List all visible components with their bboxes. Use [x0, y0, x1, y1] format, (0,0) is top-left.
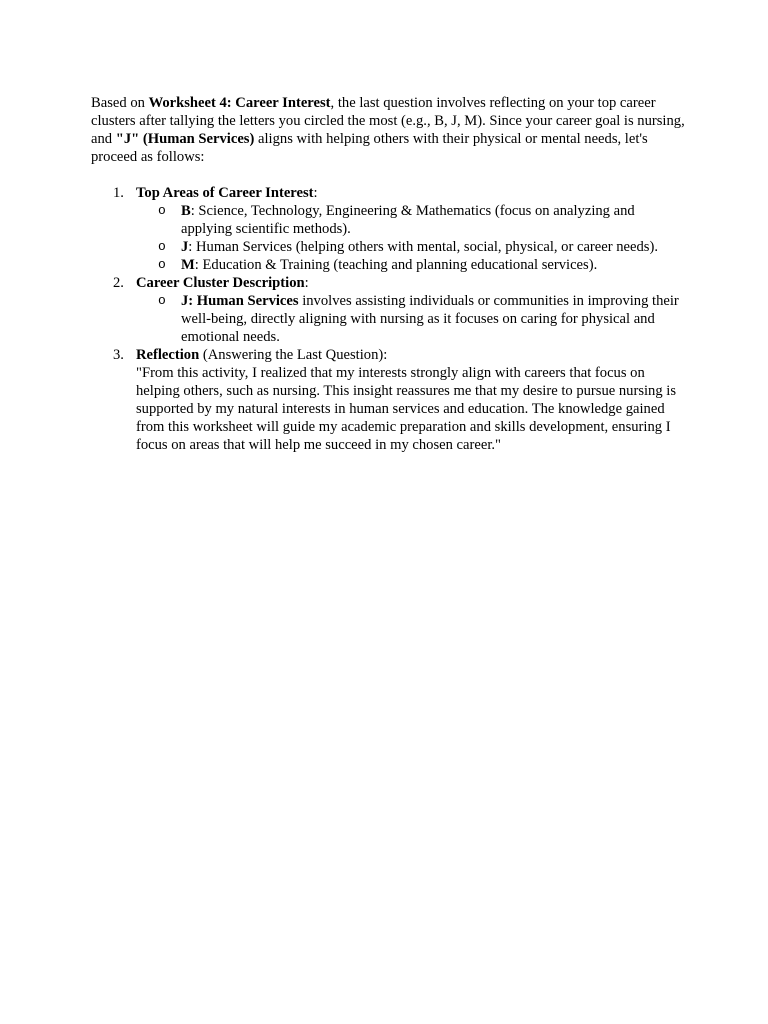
- cluster-description: : Human Services (helping others with mental, social, physical, or career needs).: [188, 239, 658, 255]
- document-body: [91, 94, 686, 454]
- list-number: 1.: [113, 185, 124, 201]
- worksheet-title: Worksheet 4: Career Interest: [148, 95, 331, 111]
- numbered-list: [91, 184, 686, 454]
- cluster-letter: M: [181, 257, 195, 273]
- heading-suffix: :: [304, 275, 309, 291]
- intro-paragraph: [91, 94, 686, 166]
- list-heading: [136, 274, 686, 292]
- sub-list: [136, 202, 686, 274]
- cluster-description: involves assisting individuals or communities in improving their well-being, directly aligning with nursing as it focuses on caring for physical and emotional needs.: [181, 293, 679, 345]
- list-item-top-areas: [91, 184, 686, 274]
- heading-suffix: (Answering the Last Question):: [199, 347, 388, 363]
- cluster-description: : Education & Training (teaching and planning educational services).: [194, 257, 598, 273]
- heading-suffix: :: [313, 185, 318, 201]
- list-number: 3.: [113, 347, 124, 363]
- sub-list-item-human-services: [136, 292, 686, 346]
- bullet-marker: o: [158, 203, 166, 218]
- cluster-name: J: Human Services: [181, 293, 299, 309]
- bullet-marker: o: [158, 293, 166, 308]
- sub-list-item-j: [136, 238, 686, 256]
- sub-list: [136, 292, 686, 346]
- heading-cluster-description: Career Cluster Description: [136, 275, 305, 291]
- list-heading: [136, 184, 686, 202]
- sub-list-item-m: [136, 256, 686, 274]
- intro-text-2: , the last question involves reflecting on your top career clusters after tallying the letters you circled the most (e.g., B, J, M). Since your career goal is nursing, and: [91, 95, 685, 147]
- bullet-marker: o: [158, 257, 166, 272]
- intro-text-1: Based on: [91, 95, 149, 111]
- list-item-cluster-description: [91, 274, 686, 346]
- bullet-marker: o: [158, 239, 166, 254]
- list-heading: [136, 346, 686, 364]
- heading-reflection: Reflection: [136, 347, 200, 363]
- heading-top-areas: Top Areas of Career Interest: [136, 185, 314, 201]
- intro-text-3: aligns with helping others with their physical or mental needs, let's proceed as follows:: [91, 131, 648, 165]
- reflection-quote: "From this activity, I realized that my interests strongly align with careers that focus on helping others, such as nursing. This insight reassures me that my desire to pursue nursing is supported by my natural interests in human services and education. The knowledge gained from this worksheet will guide my academic preparation and skills development, ensuring I focus on areas that will help me succeed in my chosen career.": [136, 365, 677, 453]
- cluster-j-label: "J" (Human Services): [115, 131, 255, 147]
- sub-list-item-b: [136, 202, 686, 238]
- list-number: 2.: [113, 275, 124, 291]
- list-item-reflection: [91, 346, 686, 454]
- cluster-description: : Science, Technology, Engineering & Mathematics (focus on analyzing and applying scientific methods).: [181, 203, 635, 237]
- cluster-letter: J: [181, 239, 189, 255]
- cluster-letter: B: [181, 203, 191, 219]
